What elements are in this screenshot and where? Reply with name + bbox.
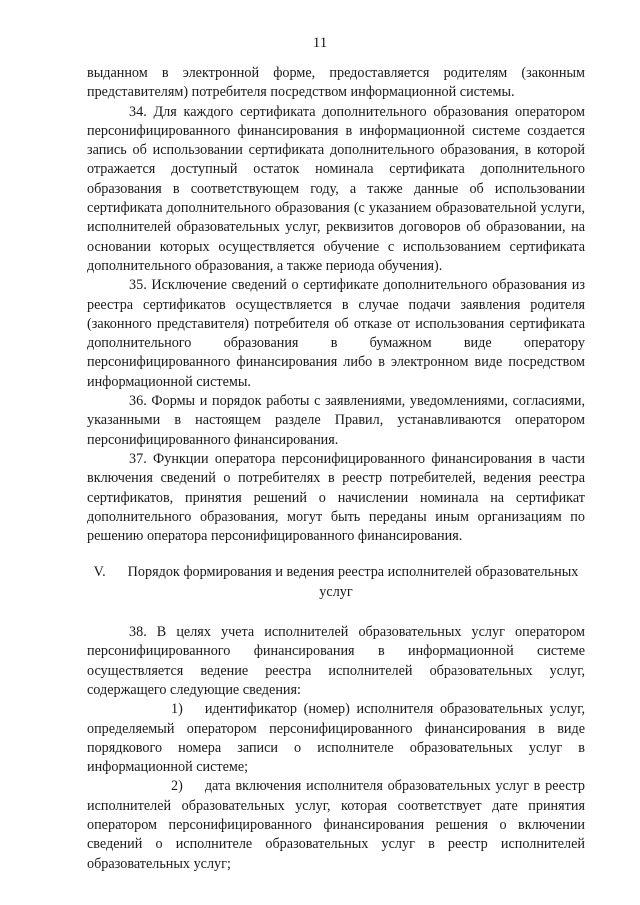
list-item-text: идентификатор (номер) исполнителя образовательных услуг, определяемый оператором персонифицированного финансирования в виде порядкового номера записи о исполнителе образовательных услуг в информационной системе; <box>87 701 585 776</box>
document-body <box>87 64 585 874</box>
paragraph-35: 35. Исключение сведений о сертификате дополнительного образования из реестра сертификатов осуществляется в случае подачи заявления родителя (законного представителя) потребителя об отказе от использования сертификата дополнительного образования в бумажном виде оператору персонифицированного финансирования либо в электронном виде посредством информационной системы. <box>87 277 585 390</box>
list-item-number: 2) <box>171 778 183 795</box>
page-number: 11 <box>312 35 328 51</box>
section-number: V. <box>93 564 106 581</box>
list-item-number: 1) <box>171 701 183 718</box>
paragraph-37: 37. Функции оператора персонифицированного финансирования в части включения сведений о потребителях в реестр потребителей, ведения реестра сертификатов, принятия решений о начислении номинала на сертификат дополнительного образования, могут быть переданы иным организациям по решению оператора персонифицированного финансирования. <box>87 450 585 545</box>
paragraph-36: 36. Формы и порядок работы с заявлениями, уведомлениями, согласиями, указанными в настоящем разделе Правил, устанавливаются оператором персонифицированного финансирования. <box>87 393 585 448</box>
paragraph-continuation: выданном в электронной форме, предоставляется родителям (законным представителям) потребителя посредством информационной системы. <box>87 65 585 101</box>
paragraph-34: 34. Для каждого сертификата дополнительного образования оператором персонифицированного финансирования в информационной системе создается запись об использовании сертификата дополнительного образования, в которой отражается доступный остаток номинала сертификата дополнительного образования в соответствующем году, а также данные об использовании сертификата дополнительного образования (с указанием образовательной услуги, исполнителей образовательных услуг, реквизитов договоров об образовании, на основании которых осуществляется обучение с использованием сертификата дополнительного образования, а также периода обучения). <box>87 103 585 274</box>
section-heading <box>87 563 585 602</box>
list-item-2 <box>87 777 585 873</box>
paragraph-38: 38. В целях учета исполнителей образовательных услуг оператором персонифицированного финансирования в информационной системе осуществляется ведение реестра исполнителей образовательных услуг, содержащего следующие сведения: <box>87 624 585 698</box>
list-item-1 <box>87 700 585 777</box>
list-item-text: дата включения исполнителя образовательных услуг в реестр исполнителей образовательных услуг, которая соответствует дате принятия оператором персонифицированного финансирования решения о включении сведений о исполнителе образовательных услуг в реестр исполнителей образовательных услуг; <box>87 778 585 872</box>
section-title: Порядок формирования и ведения реестра исполнителей образовательных услуг <box>127 564 579 600</box>
